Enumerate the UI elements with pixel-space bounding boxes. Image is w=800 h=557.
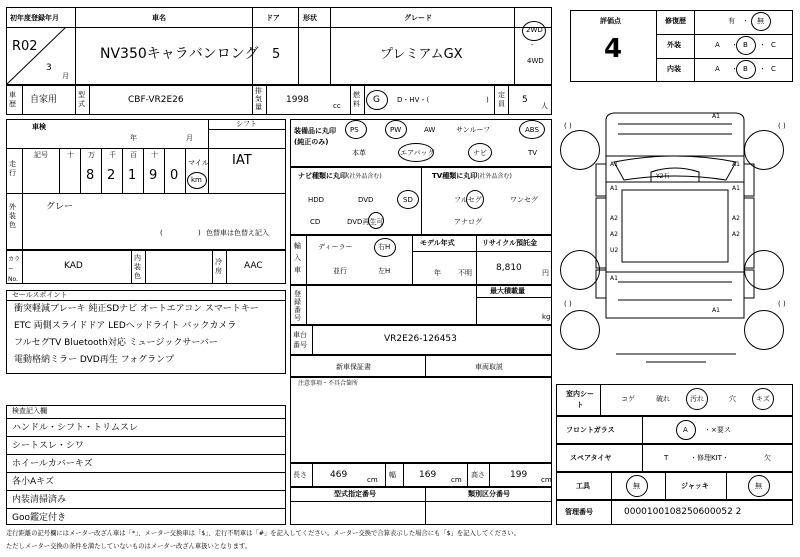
notes-box bbox=[290, 377, 552, 463]
grade-label: グレード bbox=[404, 14, 432, 22]
sheet-tear: 破れ bbox=[656, 395, 670, 403]
svg-text:( ): ( ) bbox=[564, 300, 572, 308]
inspection-line-2: シートスレ・シワ bbox=[12, 441, 84, 451]
grade-dash: - bbox=[531, 41, 534, 49]
import-label: 輸入車 bbox=[294, 242, 301, 274]
type-designation-label: 型式指定番号 bbox=[334, 490, 376, 498]
navi-hdd: HDD bbox=[308, 196, 325, 204]
wheel-spare-left-icon bbox=[560, 310, 600, 350]
mileage-col-ju: 十 bbox=[151, 151, 158, 159]
length-value: 469 bbox=[330, 470, 348, 480]
color-no-label: カラーNo. bbox=[8, 256, 21, 283]
fuel-paren: ) bbox=[486, 96, 489, 104]
interior-sheet-label: 室内シート bbox=[566, 390, 594, 409]
usage-label: 車歴 bbox=[9, 91, 16, 108]
color-paren-open: ( bbox=[160, 229, 163, 237]
mileage-digit-2: 2 bbox=[107, 168, 116, 183]
width-unit: cm bbox=[451, 476, 462, 484]
door-label: ドア bbox=[266, 14, 280, 22]
wheel-rear-left-icon bbox=[560, 250, 600, 290]
wheel-rear-right-icon bbox=[744, 250, 784, 290]
int-c: C bbox=[771, 65, 776, 73]
chassis-value: VR2E26-126453 bbox=[384, 334, 457, 344]
spare-t: T bbox=[664, 454, 669, 462]
cap-unit: 人 bbox=[541, 102, 548, 110]
mark-a2-r2: A2 bbox=[732, 231, 740, 238]
ext-a: A bbox=[715, 41, 720, 49]
mark-roof: Y2石 bbox=[656, 173, 670, 180]
inspection-line-6: Goo鑑定付き bbox=[12, 513, 66, 523]
mileage-digit-1: 8 bbox=[86, 168, 95, 183]
fuel-value: G bbox=[373, 95, 380, 105]
svg-text:( ): ( ) bbox=[564, 122, 572, 130]
mark-a1-fl: A1 bbox=[610, 161, 618, 168]
int-dot2: ・ bbox=[759, 65, 766, 73]
grade-4wd: 4WD bbox=[527, 57, 544, 65]
max-load-label: 最大積載量 bbox=[490, 287, 525, 295]
mark-a2-l2: A2 bbox=[610, 231, 618, 238]
navi-dvd-play: DVD再生可 bbox=[347, 218, 384, 226]
equip-ps: PS bbox=[350, 126, 359, 134]
mark-a1-fr: A1 bbox=[732, 161, 740, 168]
length-label: 長さ bbox=[293, 471, 307, 479]
sales-line-4: 電動格納ミラー DVD再生 フォグランプ bbox=[14, 355, 175, 365]
spare-kit: ・修理KIT・ bbox=[690, 454, 729, 462]
equip-leather: 本革 bbox=[352, 149, 366, 157]
warranty-box bbox=[290, 355, 552, 377]
mileage-unit: km bbox=[191, 176, 202, 184]
spare-none: 欠 bbox=[764, 454, 771, 462]
windshield-a: A bbox=[683, 426, 688, 434]
wheel-front-left-icon bbox=[560, 130, 600, 170]
shift-label: シフト bbox=[236, 120, 257, 128]
mgmt-value: 0000100108250600052 2 bbox=[624, 507, 742, 517]
width-value: 169 bbox=[419, 470, 437, 480]
model-year-year: 年 bbox=[434, 269, 441, 277]
mileage-col-code: 記号 bbox=[34, 151, 48, 159]
tv-label-sub: (社外品含む) bbox=[477, 173, 512, 180]
equip-sunroof: サンルーフ bbox=[456, 126, 491, 134]
color-note: 色替車は色替え記入 bbox=[206, 229, 269, 237]
sales-line-1: 衝突軽減ブレーキ 純正SDナビ オートエアコン スマートキー bbox=[14, 304, 259, 314]
score-label: 評価点 bbox=[600, 17, 621, 25]
tools-value: 無 bbox=[633, 482, 640, 490]
disp-value: 1998 bbox=[286, 95, 309, 105]
import-parallel: 並行 bbox=[333, 267, 347, 275]
int-a: A bbox=[715, 65, 720, 73]
height-label: 高さ bbox=[471, 471, 485, 479]
usage-value: 自家用 bbox=[30, 95, 58, 105]
mark-a1-rear: A1 bbox=[712, 307, 720, 314]
shaken-label: 車検 bbox=[32, 123, 46, 131]
mileage-col-10: 十 bbox=[67, 151, 74, 159]
repair-no: 無 bbox=[757, 17, 764, 25]
int-color-label: 内装色 bbox=[134, 254, 141, 280]
inspection-label: 検査記入欄 bbox=[12, 407, 47, 415]
equip-tv: TV bbox=[528, 149, 538, 157]
cap-label: 定員 bbox=[498, 91, 505, 108]
first-reg-month: 3 bbox=[46, 63, 52, 73]
disp-label: 排気量 bbox=[255, 87, 262, 111]
reg-no-label: 登録番号 bbox=[294, 290, 301, 322]
navi-label-text: ナビ種類に丸印 bbox=[298, 172, 347, 180]
footer-line-1: 走行距離の記号欄にはメーター改ざん車は「*」、メーター交換車は「$」、走行不明車は「#」を記入してください。メーター交換で合算表示した場合にも「$」を記入してください。 bbox=[6, 530, 520, 537]
mark-a1-front: A1 bbox=[712, 113, 720, 120]
sales-line-2: ETC 両側スライドドア LEDヘッドライト バックカメラ bbox=[14, 321, 237, 331]
recycle-value: 8,810 bbox=[496, 263, 522, 273]
recycle-unit: 円 bbox=[542, 269, 549, 277]
notes-label: 注意事項・不具合箇所 bbox=[298, 380, 359, 387]
equip-aw: AW bbox=[424, 126, 436, 134]
ext-dot1: ・ bbox=[731, 41, 738, 49]
designation-box bbox=[290, 487, 552, 525]
mileage-digit-5: 0 bbox=[170, 168, 179, 183]
ac-label: 冷房 bbox=[215, 258, 222, 275]
recycle-label: リサイクル預託金 bbox=[482, 239, 538, 247]
width-label: 幅 bbox=[389, 471, 396, 479]
model-year-unknown: 不明 bbox=[458, 269, 472, 277]
color-paren-close: ) bbox=[198, 229, 201, 237]
inspection-line-1: ハンドル・シフト・トリムスレ bbox=[12, 423, 139, 433]
color-value: グレー bbox=[46, 202, 74, 212]
ext-b: B bbox=[743, 41, 748, 49]
mark-a1-r: A1 bbox=[732, 185, 740, 192]
navi-dvd: DVD bbox=[358, 196, 374, 204]
repair-label: 修復歴 bbox=[665, 17, 686, 25]
repair-sep: ・ bbox=[742, 17, 749, 25]
door-value: 5 bbox=[272, 47, 281, 62]
sales-line-3: フルセグTV Bluetooth対応 ミュージックサーバー bbox=[14, 338, 218, 348]
import-left: 左H bbox=[378, 267, 391, 275]
mark-a1-rl: A1 bbox=[610, 275, 618, 282]
windshield-label: フロントガラス bbox=[566, 426, 615, 434]
footer-line-2: ただしメーター交換の条件を満たしていないものはメーター改ざん車扱いとなります。 bbox=[6, 543, 252, 550]
model-label: 型式 bbox=[78, 91, 85, 108]
mileage-col-mile: マイル bbox=[188, 159, 209, 167]
ac-value: AAC bbox=[244, 261, 263, 271]
wheel-spare-right-icon bbox=[744, 310, 784, 350]
inspection-line-4: 各小Aキズ bbox=[12, 477, 54, 487]
navi-cd: CD bbox=[310, 218, 321, 226]
first-reg-label: 初年度登録年月 bbox=[10, 14, 59, 22]
max-load-unit: kg bbox=[542, 313, 551, 321]
sheet-burn: コゲ bbox=[621, 395, 635, 403]
ext-dot2: ・ bbox=[759, 41, 766, 49]
fuel-rest: D・HV・( bbox=[397, 96, 430, 104]
equip-navi: ナビ bbox=[473, 149, 487, 157]
jack-label: ジャッキ bbox=[681, 482, 709, 490]
equip-label: 装備品に丸印(純正のみ) bbox=[294, 127, 336, 146]
tools-label: 工具 bbox=[576, 482, 590, 490]
navi-label bbox=[298, 173, 382, 180]
equip-airbag: エアバッグ bbox=[400, 149, 435, 157]
mileage-label: 走行 bbox=[9, 160, 16, 177]
chassis-label: 車台番号 bbox=[293, 331, 307, 349]
length-unit: cm bbox=[367, 476, 378, 484]
spare-label: スペアタイヤ bbox=[570, 454, 612, 462]
fuel-label: 燃料 bbox=[353, 91, 360, 108]
first-reg-month-unit: 月 bbox=[62, 72, 69, 80]
grade-2wd: 2WD bbox=[526, 26, 543, 34]
ext-c: C bbox=[771, 41, 776, 49]
repair-yes: 有 bbox=[728, 17, 735, 25]
equip-abs: ABS bbox=[525, 126, 539, 134]
first-reg-era: R02 bbox=[12, 39, 38, 54]
model-value: CBF-VR2E26 bbox=[128, 95, 184, 105]
shaken-month: 月 bbox=[186, 134, 193, 142]
color-label: 外装色 bbox=[9, 203, 16, 229]
sheet-dirt: 汚れ bbox=[690, 395, 704, 403]
height-unit: cm bbox=[541, 476, 552, 484]
tv-label bbox=[432, 173, 512, 180]
warranty-new: 新車保証書 bbox=[336, 363, 371, 371]
svg-text:( ): ( ) bbox=[778, 300, 786, 308]
mileage-digit-3: 1 bbox=[128, 168, 137, 183]
grade-value: プレミアムGX bbox=[380, 47, 463, 62]
navi-label-sub: (社外品含む) bbox=[347, 173, 382, 180]
inspection-line-5: 内装清掃済み bbox=[12, 495, 67, 505]
tv-fullseg: フルセグ bbox=[454, 196, 482, 204]
int-b: B bbox=[743, 65, 748, 73]
car-diagram bbox=[556, 86, 800, 384]
windshield-x: ・×要ス bbox=[704, 426, 731, 434]
mark-a1-l: A1 bbox=[610, 185, 618, 192]
reg-row bbox=[6, 85, 552, 115]
jack-value: 無 bbox=[755, 482, 762, 490]
mark-u2: U2 bbox=[610, 247, 619, 254]
model-year-label: モデル年式 bbox=[420, 239, 455, 247]
navi-sd: SD bbox=[403, 196, 413, 204]
mark-a2-r: A2 bbox=[732, 215, 740, 222]
wheel-front-right-icon bbox=[744, 130, 784, 170]
inspection-line-3: ホイールカバーキズ bbox=[12, 459, 93, 469]
color-no-value: KAD bbox=[64, 261, 83, 271]
mileage-col-hyaku: 百 bbox=[130, 151, 137, 159]
car-name-value: NV350キャラバンロング bbox=[100, 46, 259, 62]
warranty-manual: 車両取説 bbox=[475, 363, 503, 371]
mark-a2-l: A2 bbox=[610, 215, 618, 222]
class-number-label: 類別区分番号 bbox=[468, 490, 510, 498]
mileage-digit-4: 9 bbox=[149, 168, 158, 183]
mileage-col-man: 万 bbox=[88, 151, 95, 159]
sheet-scratch: キズ bbox=[756, 395, 770, 403]
cap-value: 5 bbox=[522, 95, 528, 105]
interior-label: 内装 bbox=[667, 65, 681, 73]
shape-label: 形状 bbox=[303, 14, 317, 22]
tv-oneseg: ワンセグ bbox=[510, 196, 538, 204]
shaken-year: 年 bbox=[130, 134, 137, 142]
int-dot1: ・ bbox=[731, 65, 738, 73]
mgmt-label: 管理番号 bbox=[565, 508, 593, 516]
equip-pw: PW bbox=[390, 126, 402, 134]
svg-text:( ): ( ) bbox=[778, 122, 786, 130]
mileage-col-sen: 千 bbox=[109, 151, 116, 159]
height-value: 199 bbox=[510, 470, 528, 480]
sheet-hole: 穴 bbox=[729, 395, 736, 403]
import-dealer: ディーラー bbox=[318, 243, 353, 251]
sales-point-label: セールスポイント bbox=[12, 291, 68, 299]
car-name-label: 車名 bbox=[152, 14, 166, 22]
import-right: 右H bbox=[378, 243, 391, 251]
tv-analog: アナログ bbox=[454, 218, 482, 226]
tv-label-text: TV種類に丸印 bbox=[432, 172, 478, 180]
shift-value: IAT bbox=[232, 153, 252, 168]
exterior-label: 外装 bbox=[667, 41, 681, 49]
disp-unit: cc bbox=[333, 102, 341, 110]
score-value: 4 bbox=[604, 34, 623, 64]
